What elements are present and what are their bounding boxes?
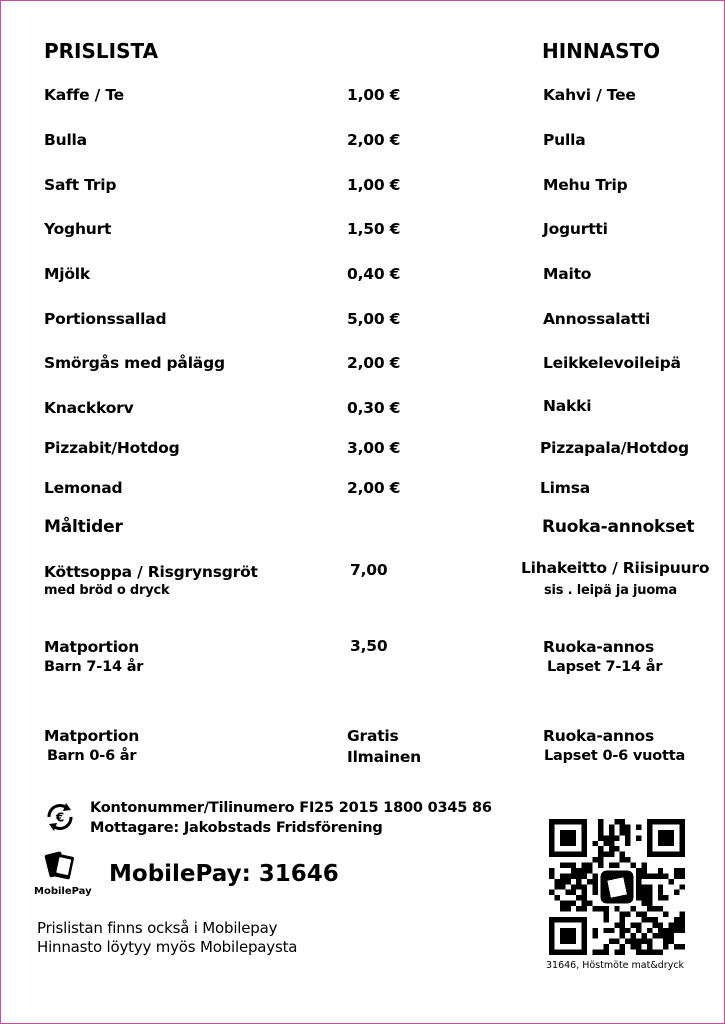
- euro-transfer-icon: [43, 800, 77, 834]
- meal-price-sub: Ilmainen: [347, 748, 421, 766]
- meals-header-sv: Måltider: [44, 517, 123, 537]
- title-hinnasto: HINNASTO: [542, 39, 661, 63]
- item-fi: Leikkelevoileipä: [543, 354, 681, 372]
- item-sv: Lemonad: [44, 479, 123, 497]
- meal-fi: Ruoka-annos: [543, 727, 655, 745]
- mobilepay-number: MobilePay: 31646: [109, 861, 339, 887]
- item-sv: Yoghurt: [44, 220, 112, 238]
- meal-fi: Lihakeitto / Riisipuuro: [521, 559, 710, 577]
- bank-account-line: Kontonummer/Tilinumero FI25 2015 1800 0345 86: [90, 800, 492, 816]
- item-fi: Maito: [543, 265, 592, 283]
- meals-header-fi: Ruoka-annokset: [542, 517, 695, 537]
- item-price: 2,00 €: [347, 131, 401, 149]
- item-fi: Nakki: [543, 397, 592, 415]
- item-fi: Pizzapala/Hotdog: [540, 439, 689, 457]
- item-sv: Bulla: [44, 131, 87, 149]
- item-price: 1,00 €: [347, 86, 401, 104]
- mobilepay-logo-icon: [41, 849, 77, 883]
- meal-price: Gratis: [347, 727, 399, 745]
- item-price: 2,00 €: [347, 354, 401, 372]
- meal-sv-sub: Barn 0-6 år: [47, 748, 137, 764]
- item-fi: Jogurtti: [543, 220, 608, 238]
- item-price: 5,00 €: [347, 310, 401, 328]
- item-price: 0,30 €: [347, 399, 401, 417]
- item-sv: Knackkorv: [44, 399, 134, 417]
- item-fi: Annossalatti: [543, 310, 651, 328]
- item-fi: Pulla: [543, 131, 586, 149]
- item-sv: Smörgås med pålägg: [44, 354, 225, 372]
- mobilepay-logo-label: MobilePay: [34, 886, 92, 897]
- bank-recipient-line: Mottagare: Jakobstads Fridsförening: [90, 820, 383, 836]
- item-sv: Kaffe / Te: [44, 86, 124, 104]
- meal-fi-sub: Lapset 7-14 år: [547, 659, 663, 675]
- meal-fi: Ruoka-annos: [543, 638, 655, 656]
- item-price: 0,40 €: [347, 265, 401, 283]
- item-sv: Saft Trip: [44, 176, 117, 194]
- meal-sv: Matportion: [44, 638, 140, 656]
- meal-sv: Matportion: [44, 727, 140, 745]
- item-price: 3,00 €: [347, 439, 401, 457]
- meal-price: 7,00: [350, 561, 388, 579]
- meal-fi-sub: Lapset 0-6 vuotta: [544, 748, 686, 764]
- item-sv: Portionssallad: [44, 310, 167, 328]
- qr-code-icon: [549, 819, 685, 955]
- meal-fi-sub: sis . leipä ja juoma: [544, 583, 677, 598]
- meal-price: 3,50: [350, 637, 388, 655]
- qr-caption: 31646, Höstmöte mat&dryck: [546, 960, 685, 971]
- item-fi: Kahvi / Tee: [543, 86, 636, 104]
- item-price: 1,50 €: [347, 220, 401, 238]
- footer-line-sv: Prislistan finns också i Mobilepay: [37, 919, 278, 937]
- item-sv: Mjölk: [44, 265, 91, 283]
- item-price: 2,00 €: [347, 479, 401, 497]
- item-price: 1,00 €: [347, 176, 401, 194]
- item-fi: Limsa: [540, 479, 591, 497]
- item-fi: Mehu Trip: [543, 176, 628, 194]
- svg-text:€: €: [55, 810, 65, 825]
- meal-sv: Köttsoppa / Risgrynsgröt: [44, 563, 258, 581]
- title-prislista: PRISLISTA: [44, 39, 159, 63]
- meal-sv-sub: med bröd o dryck: [44, 583, 170, 598]
- footer-line-fi: Hinnasto löytyy myös Mobilepaysta: [37, 938, 298, 956]
- item-sv: Pizzabit/Hotdog: [44, 439, 180, 457]
- meal-sv-sub: Barn 7-14 år: [44, 659, 144, 675]
